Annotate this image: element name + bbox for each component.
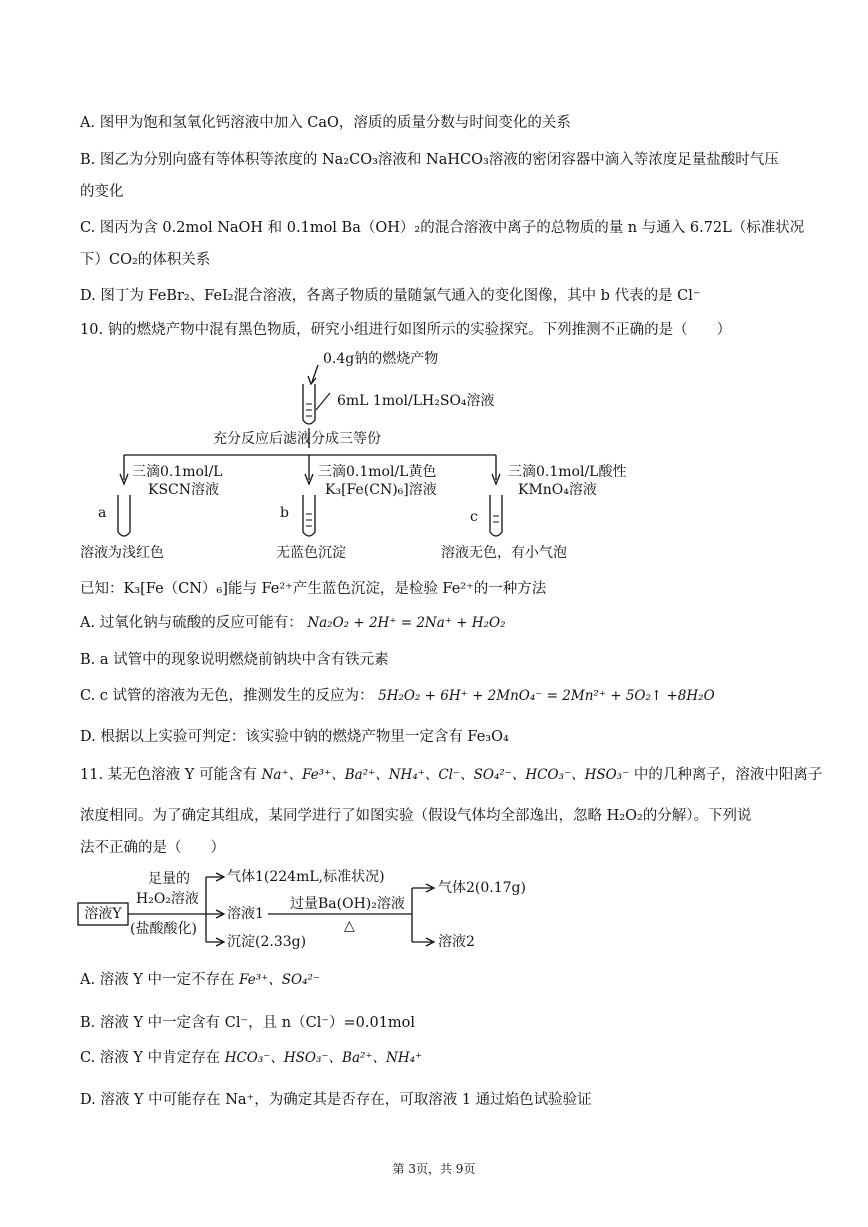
- q10-result-a: 溶液为浅红色: [80, 545, 164, 561]
- q11-stem-part2: 中的几种离子，溶液中阳离子: [633, 767, 823, 783]
- q10-option-a-text: A. 过氧化钠与硫酸的反应可能有：: [80, 615, 303, 631]
- q11-gas2: 气体2(0.17g): [438, 880, 526, 896]
- q11-option-c-ions: HCO₃⁻、HSO₃⁻、Ba²⁺、NH₄⁺: [224, 1050, 423, 1066]
- q11-reagent2: 过量Ba(OH)₂溶液: [290, 896, 405, 912]
- q10-result-b: 无蓝色沉淀: [276, 545, 346, 561]
- q10-option-b: B. a 试管中的现象说明燃烧前钠块中含有铁元素: [80, 652, 389, 668]
- q11-heat-symbol: △: [344, 918, 355, 934]
- q9-option-b-line1: B. 图乙为分别向盛有等体积等浓度的 Na₂CO₃溶液和 NaHCO₃溶液的密闭容器中滴入等浓度足量盐酸时气压: [80, 152, 779, 168]
- q10-top-label: 0.4g钠的燃烧产物: [323, 351, 439, 367]
- q11-option-a: [80, 970, 800, 990]
- q10-reagent-a-1: 三滴0.1mol/L: [132, 464, 223, 480]
- q9-option-c-line2: 下）CO₂的体积关系: [80, 252, 211, 268]
- q10-reagent-c-2: KMnO₄溶液: [518, 482, 597, 498]
- q9-option-b-line2: 的变化: [80, 184, 124, 200]
- q11-option-c: [80, 1048, 800, 1068]
- q9-option-a: A. 图甲为饱和氢氧化钙溶液中加入 CaO，溶质的质量分数与时间变化的关系: [80, 115, 571, 131]
- q10-reagent-a-2: KSCN溶液: [148, 482, 220, 498]
- q11-reagent1-line3: (盐酸酸化): [130, 921, 197, 937]
- q10-option-a-equation: Na₂O₂ + 2H⁺ = 2Na⁺ + H₂O₂: [307, 615, 506, 631]
- q11-stem-part1: 11. 某无色溶液 Y 可能含有: [80, 767, 257, 783]
- page-footer: 第 3页，共 9页: [392, 1162, 476, 1176]
- q10-reagent-b-1: 三滴0.1mol/L黄色: [318, 464, 437, 480]
- q11-solution2: 溶液2: [438, 934, 475, 950]
- q11-option-a-text: A. 溶液 Y 中一定不存在: [80, 972, 235, 988]
- q11-stem-ions: Na⁺、Fe³⁺、Ba²⁺、NH₄⁺、Cl⁻、SO₄²⁻、HCO₃⁻、HSO₃⁻: [261, 767, 630, 783]
- q9-option-d: D. 图丁为 FeBr₂、FeI₂混合溶液，各离子物质的量随氯气通入的变化图像，其中 b 代表的是 Cl⁻: [80, 288, 701, 304]
- q11-reagent1-line1: 足量的: [148, 871, 190, 887]
- q11-option-a-ions: Fe³⁺、SO₄²⁻: [239, 972, 321, 988]
- q10-tube-c-label: c: [470, 509, 478, 525]
- q10-tube-b-label: b: [280, 505, 289, 521]
- q10-option-c-equation: 5H₂O₂ + 6H⁺ + 2MnO₄⁻ = 2Mn²⁺ + 5O₂↑ +8H₂O: [378, 688, 715, 704]
- q11-gas1: 气体1(224mL,标准状况): [227, 869, 385, 885]
- q10-acid-label: 6mL 1mol/LH₂SO₄溶液: [337, 393, 495, 409]
- q11-stem-line2: 浓度相同。为了确定其组成，某同学进行了如图实验（假设气体均全部逸出，忽略 H₂O₂的分解）。下列说: [80, 808, 752, 824]
- q10-tube-a-label: a: [98, 505, 107, 521]
- q11-option-c-text: C. 溶液 Y 中肯定存在: [80, 1050, 221, 1066]
- q11-precipitate: 沉淀(2.33g): [227, 934, 307, 950]
- q10-reagent-c-1: 三滴0.1mol/L酸性: [508, 464, 627, 480]
- q11-option-d: D. 溶液 Y 中可能存在 Na⁺，为确定其是否存在，可取溶液 1 通过焰色试验验证: [80, 1092, 592, 1108]
- q10-split-label: 充分反应后滤液分成三等份: [213, 431, 381, 447]
- q9-option-c-line1: C. 图丙为含 0.2mol NaOH 和 0.1mol Ba（OH）₂的混合溶液中离子的总物质的量 n 与通入 6.72L（标准状况: [80, 220, 805, 236]
- q10-reagent-b-2: K₃[Fe(CN)₆]溶液: [325, 482, 437, 498]
- q11-option-b: B. 溶液 Y 中一定含有 Cl⁻，且 n（Cl⁻）=0.01mol: [80, 1015, 416, 1031]
- q10-option-d: D. 根据以上实验可判定：该实验中钠的燃烧产物里一定含有 Fe₃O₄: [80, 729, 509, 745]
- q11-box-label: 溶液Y: [84, 906, 122, 922]
- q10-option-c-text: C. c 试管的溶液为无色，推测发生的反应为：: [80, 688, 374, 704]
- q11-stem-line3: 法不正确的是（ ）: [80, 840, 225, 856]
- q10-known: 已知：K₃[Fe（CN）₆]能与 Fe²⁺产生蓝色沉淀，是检验 Fe²⁺的一种方法: [80, 581, 547, 597]
- q10-stem: 10. 钠的燃烧产物中混有黑色物质，研究小组进行如图所示的实验探究。下列推测不正确的是（ ）: [80, 322, 732, 338]
- q11-solution1: 溶液1: [227, 906, 264, 922]
- q10-result-c: 溶液无色，有小气泡: [441, 545, 567, 561]
- q11-reagent1-line2: H₂O₂溶液: [136, 891, 199, 907]
